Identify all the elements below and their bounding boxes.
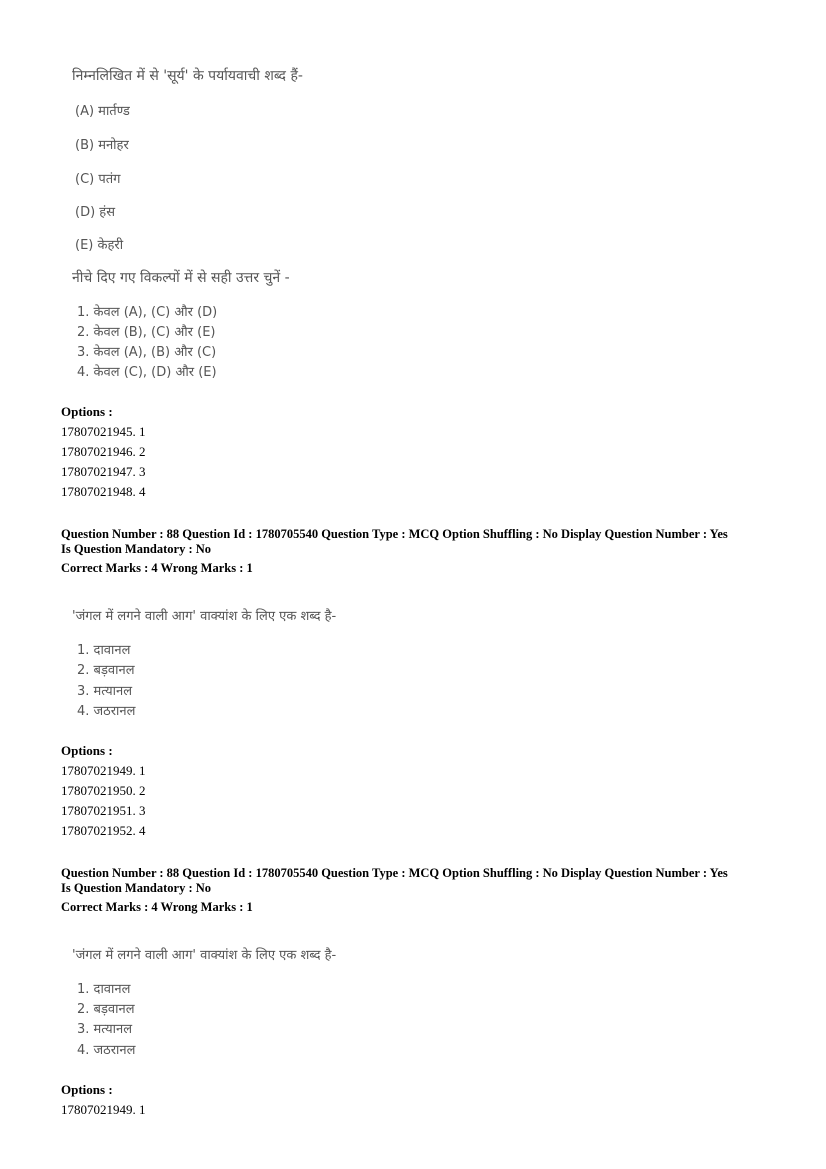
choice-1: 1. केवल (A), (C) और (D) bbox=[77, 305, 218, 320]
question-meta: Question Number : 88 Question Id : 1780705540 Question Type : MCQ Option Shuffling : No Display Question Number : Yes bbox=[61, 866, 728, 880]
question-marks: Correct Marks : 4 Wrong Marks : 1 bbox=[61, 561, 253, 575]
options-label: Options : bbox=[61, 743, 113, 758]
statement-e: (E) केहरी bbox=[75, 238, 124, 253]
option-id-1: 17807021945. 1 bbox=[61, 424, 146, 439]
choice-2: 2. केवल (B), (C) और (E) bbox=[77, 325, 216, 340]
option-id-2: 17807021950. 2 bbox=[61, 783, 146, 798]
question-marks: Correct Marks : 4 Wrong Marks : 1 bbox=[61, 900, 253, 914]
option-id-4: 17807021948. 4 bbox=[61, 484, 146, 499]
statement-c: (C) पतंग bbox=[75, 172, 121, 187]
option-id-3: 17807021947. 3 bbox=[61, 464, 146, 479]
instruction: नीचे दिए गए विकल्पों में से सही उत्तर चुनें - bbox=[72, 270, 290, 286]
choice-4: 4. जठरानल bbox=[77, 704, 136, 719]
statement-b: (B) मनोहर bbox=[75, 138, 129, 153]
question-title: 'जंगल में लगने वाली आग' वाक्यांश के लिए एक शब्द है- bbox=[72, 609, 337, 624]
statement-a: (A) मार्तण्ड bbox=[75, 104, 130, 119]
choice-3: 3. मत्यानल bbox=[77, 684, 133, 699]
options-label: Options : bbox=[61, 1082, 113, 1097]
option-id-4: 17807021952. 4 bbox=[61, 823, 146, 838]
options-label: Options : bbox=[61, 404, 113, 419]
choice-2: 2. बड़वानल bbox=[77, 1002, 135, 1017]
choice-1: 1. दावानल bbox=[77, 643, 131, 658]
question-meta: Question Number : 88 Question Id : 1780705540 Question Type : MCQ Option Shuffling : No Display Question Number : Yes bbox=[61, 527, 728, 541]
choice-3: 3. केवल (A), (B) और (C) bbox=[77, 345, 217, 360]
option-id-1: 17807021949. 1 bbox=[61, 1102, 146, 1117]
statement-d: (D) हंस bbox=[75, 205, 115, 220]
choice-4: 4. जठरानल bbox=[77, 1043, 136, 1058]
question-title: 'जंगल में लगने वाली आग' वाक्यांश के लिए एक शब्द है- bbox=[72, 948, 337, 963]
choice-3: 3. मत्यानल bbox=[77, 1022, 133, 1037]
choice-4: 4. केवल (C), (D) और (E) bbox=[77, 365, 217, 380]
choice-1: 1. दावानल bbox=[77, 982, 131, 997]
option-id-2: 17807021946. 2 bbox=[61, 444, 146, 459]
question-mandatory: Is Question Mandatory : No bbox=[61, 542, 212, 556]
option-id-1: 17807021949. 1 bbox=[61, 763, 146, 778]
choice-2: 2. बड़वानल bbox=[77, 663, 135, 678]
question-title: निम्नलिखित में से 'सूर्य' के पर्यायवाची शब्द हैं- bbox=[72, 68, 303, 84]
question-mandatory: Is Question Mandatory : No bbox=[61, 881, 212, 895]
option-id-3: 17807021951. 3 bbox=[61, 803, 146, 818]
